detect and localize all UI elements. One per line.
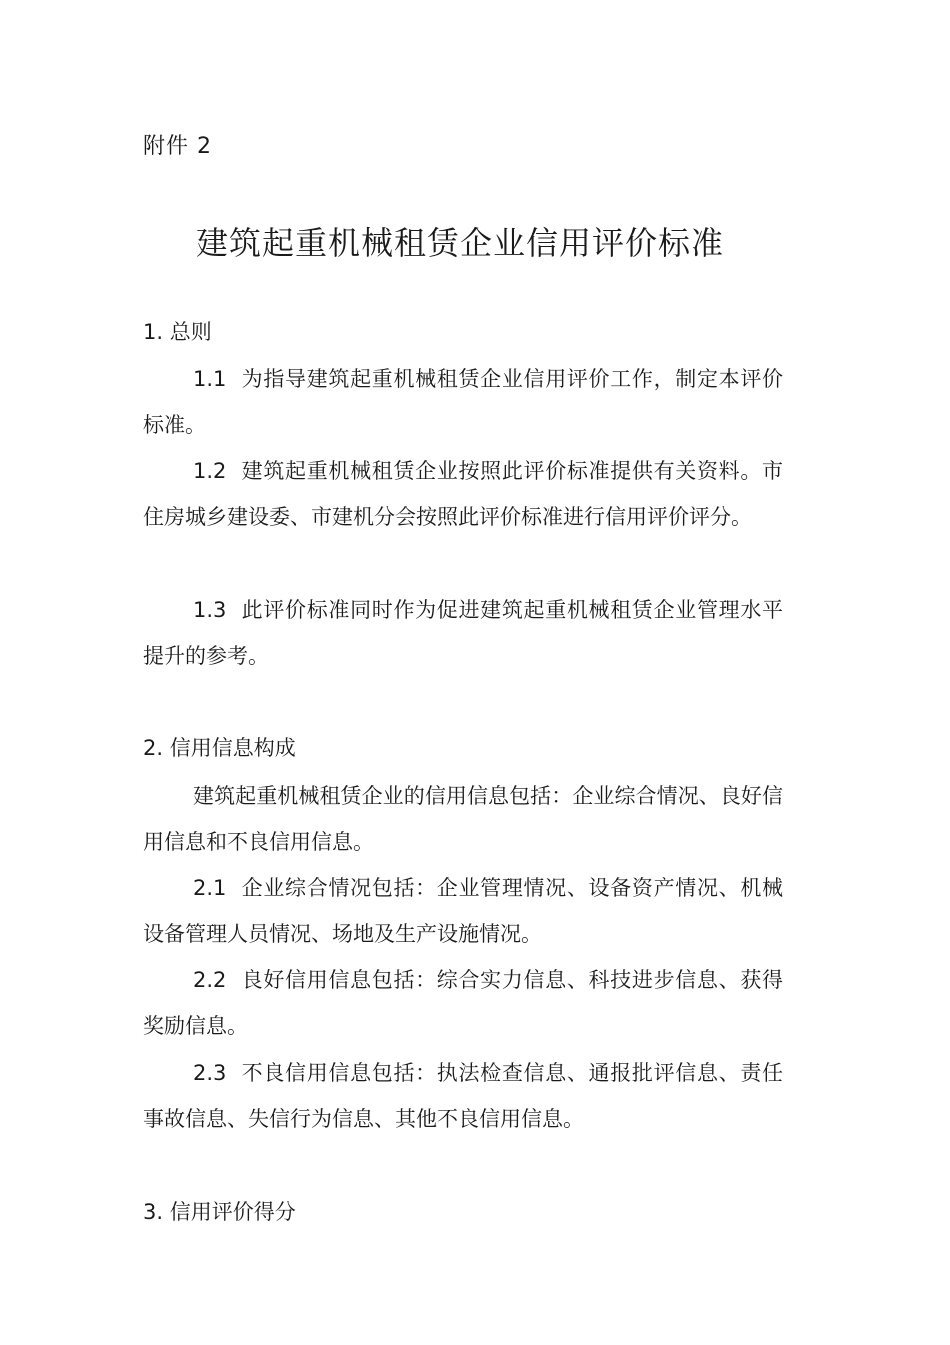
paragraph-number: 2.2: [193, 968, 227, 992]
paragraph-2-3: [143, 1050, 783, 1142]
paragraph-text: 为指导建筑起重机械租赁企业信用评价工作，制定本评价标准。: [143, 367, 783, 437]
paragraph-text: 此评价标准同时作为促进建筑起重机械租赁企业管理水平提升的参考。: [143, 598, 783, 668]
paragraph-number: 2.3: [193, 1061, 227, 1085]
section-heading-credit-score: 3. 信用评价得分: [143, 1200, 296, 1224]
paragraph-number: 1.2: [193, 459, 227, 483]
paragraph-text: 良好信用信息包括：综合实力信息、科技进步信息、获得奖励信息。: [143, 968, 783, 1038]
paragraph-2-1: [143, 865, 783, 957]
paragraph-1-3: [143, 587, 783, 679]
paragraph-number: 1.3: [193, 598, 227, 622]
paragraph-text: 企业综合情况包括：企业管理情况、设备资产情况、机械设备管理人员情况、场地及生产设施情况。: [143, 876, 783, 946]
document-title: 建筑起重机械租赁企业信用评价标准: [195, 224, 724, 262]
section-heading-credit-info: 2. 信用信息构成: [143, 736, 296, 760]
paragraph-1-1: [143, 356, 783, 448]
paragraph-text: 建筑起重机械租赁企业按照此评价标准提供有关资料。市住房城乡建设委、市建机分会按照此评价标准进行信用评价评分。: [143, 459, 783, 529]
section-heading-general: 1. 总则: [143, 320, 212, 344]
paragraph-2-intro: 建筑起重机械租赁企业的信用信息包括：企业综合情况、良好信用信息和不良信用信息。: [143, 784, 783, 854]
attachment-label: 附件 2: [143, 134, 212, 159]
paragraph-1-2: [143, 448, 783, 540]
paragraph-number: 1.1: [193, 367, 227, 391]
paragraph-text: 不良信用信息包括：执法检查信息、通报批评信息、责任事故信息、失信行为信息、其他不良信用信息。: [143, 1061, 783, 1131]
paragraph-2-2: [143, 957, 783, 1049]
paragraph-number: 2.1: [193, 876, 227, 900]
